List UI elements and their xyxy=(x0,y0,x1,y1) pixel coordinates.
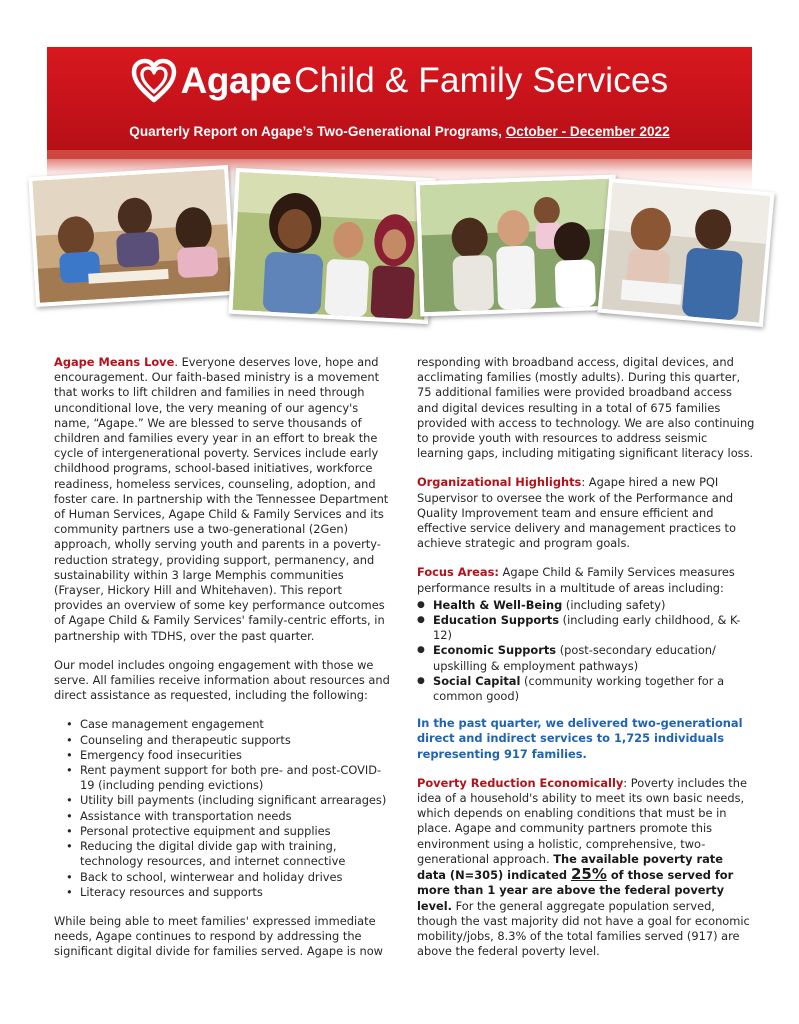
focus-area-title: Social Capital xyxy=(433,673,521,688)
poverty-data-text-end: of those served for more than 1 year are above the federal poverty level. xyxy=(417,868,734,913)
subtitle-text: Quarterly Report on Agape’s Two-Generational Programs, xyxy=(129,124,506,139)
list-item: • Counseling and therapeutic supports xyxy=(66,733,391,748)
focus-areas-heading: Focus Areas: xyxy=(417,565,499,580)
list-item xyxy=(417,643,755,673)
focus-area-detail: (including early childhood, & K-12) xyxy=(433,613,741,643)
list-item: • Case management engagement xyxy=(66,717,391,732)
quarter-highlight-callout: In the past quarter, we delivered two-generational direct and indirect services to 1,725 individuals representing 917 families. xyxy=(417,716,743,761)
heart-logo-icon xyxy=(131,58,177,104)
focus-area-title: Economic Supports xyxy=(433,643,557,658)
focus-area-detail: (including safety) xyxy=(562,597,666,612)
broadband-paragraph: responding with broadband access, digital devices, and acclimating families (mostly adults). During this quarter, 75 additional families were provided broadband access and digital devices resulting in a total of 675 families provided with access to technology. We are also continuing to provide youth with resources to address seismic learning gaps, including mitigating significant literacy loss. xyxy=(417,355,755,461)
poverty-data-text: The available poverty rate data (N=305) indicated xyxy=(417,851,723,883)
report-subtitle xyxy=(47,124,752,139)
focus-area-detail: (community working together for a common good) xyxy=(433,673,725,704)
list-item: • Back to school, winterwear and holiday drives xyxy=(66,870,391,885)
poverty-reduction-paragraph xyxy=(417,776,755,959)
family-outdoors-photo xyxy=(416,175,621,317)
list-item: • Assistance with transportation needs xyxy=(66,809,391,824)
report-period: October - December 2022 xyxy=(505,124,670,139)
left-column xyxy=(54,355,391,974)
logo-wordmark-bold: Agape xyxy=(180,60,292,101)
agency-logo xyxy=(0,56,799,106)
list-item: • Reducing the digital divide gap with training, technology resources, and internet connective xyxy=(66,839,391,869)
list-item: • Utility bill payments (including significant arrearages) xyxy=(66,793,391,808)
model-paragraph: Our model includes ongoing engagement with those we serve. All families receive information about resources and direct assistance as requested, including the following: xyxy=(54,657,390,703)
organizational-highlights-text: : Agape hired a new PQI Supervisor to oversee the work of the Performance and Quality Improvement team and ensure efficient and effective service delivery and management practices to achieve strategic and program goals. xyxy=(417,475,736,551)
list-item: • Emergency food insecurities xyxy=(66,748,391,763)
focus-areas-text: Agape Child & Family Services measures performance results in a multitude of areas including: xyxy=(417,565,735,595)
focus-area-title: Education Supports xyxy=(433,613,560,628)
list-item xyxy=(417,674,755,704)
focus-area-detail: (post-secondary education/ upskilling & employment pathways) xyxy=(433,643,716,673)
organizational-highlights-heading: Organizational Highlights xyxy=(417,475,582,490)
list-item: • Personal protective equipment and supplies xyxy=(66,824,391,839)
poverty-reduction-text: : Poverty includes the idea of a household's ability to meet its own basic needs, which depends on enabling conditions that must be in place. Agape and community partners promote this environment using a holistic, comprehensive, two-generational approach. xyxy=(417,775,747,866)
organizational-highlights-paragraph xyxy=(417,475,755,551)
agape-means-love-heading: Agape Means Love xyxy=(54,355,175,369)
agape-means-love-text: . Everyone deserves love, hope and encouragement. Our faith-based ministry is a movement that works to lift children and families in need through unconditional love, the very meaning of our agency's name, “Agape.” We are blessed to serve thousands of children and families every year in an effort to break the cycle of intergenerational poverty. Services include early childhood programs, school-based initiatives, workforce readiness, homeless services, counseling, adoption, and foster care. In partnership with the Tennessee Department of Human Services, Agape Child & Family Services and its community partners use a two-generational (2Gen) approach, wholly serving youth and parents in a poverty-reduction strategy, providing support, permanency, and sustainability within 3 large Memphis communities (Frayser, Hickory Hill and Whitehaven). This report provides an overview of some key performance outcomes of Agape Child & Family Services' family-centric efforts, in partnership with TDHS, over the past quarter. xyxy=(54,355,389,643)
focus-areas-paragraph xyxy=(417,565,755,595)
father-daughter-photo xyxy=(597,178,774,327)
women-smiling-photo xyxy=(228,168,435,324)
agape-means-love-paragraph xyxy=(54,355,391,644)
poverty-reduction-heading: Poverty Reduction Economically xyxy=(417,775,624,790)
list-item xyxy=(417,598,755,613)
focus-area-title: Health & Well-Being xyxy=(433,597,563,612)
focus-areas-list xyxy=(417,598,755,704)
digital-divide-paragraph: While being able to meet families' expressed immediate needs, Agape continues to respond by addressing the significant digital divide for families served. Agape is now xyxy=(54,913,383,959)
list-item xyxy=(417,613,755,643)
logo-wordmark-light: Child & Family Services xyxy=(294,61,669,100)
right-column xyxy=(417,355,755,973)
poverty-percentage: 25% xyxy=(570,865,607,884)
family-reading-photo xyxy=(28,165,236,307)
list-item: • Literacy resources and supports xyxy=(66,885,391,900)
list-item: • Rent payment support for both pre- and post-COVID-19 (including pending evictions) xyxy=(66,763,391,793)
aggregate-population-text: For the general aggregate population served, though the vast majority did not have a goal for economic mobility/jobs, 8.3% of the total families served (917) are above the federal poverty level. xyxy=(417,898,750,959)
services-list xyxy=(66,717,391,899)
